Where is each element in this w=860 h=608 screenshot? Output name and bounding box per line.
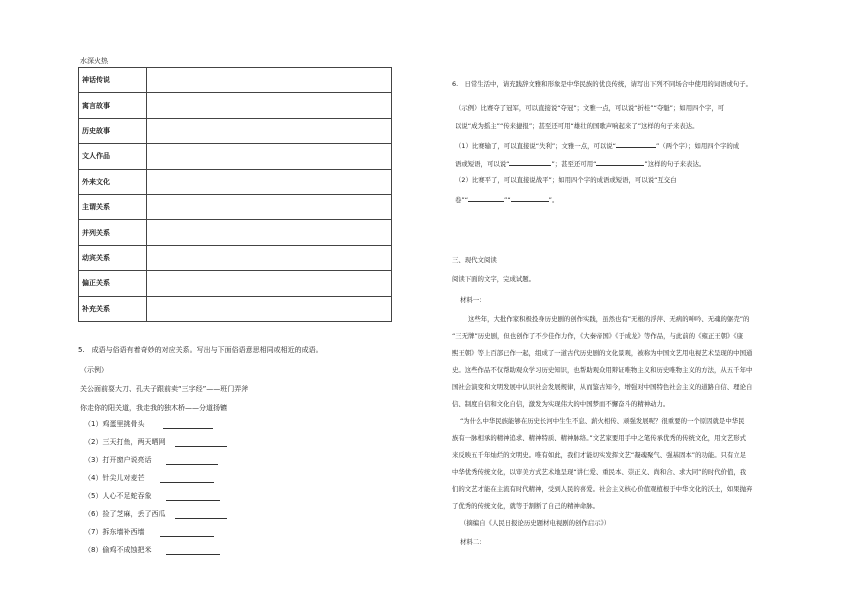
answer-blank[interactable]: [163, 421, 213, 429]
answer-blank[interactable]: [166, 493, 220, 501]
table-row: [79, 118, 392, 143]
table-row: [79, 144, 392, 169]
paragraph-line: 们的文艺才能在主流有时代精神，受到人民的喜爱。社会主义核心价值观植根于中华文化的沃土，如果抛弃: [452, 485, 753, 493]
section-heading: 三、现代文阅读: [452, 256, 497, 264]
q5-item: （3）打开窗户说亮话: [84, 456, 152, 464]
q6-sub1-line2: [455, 158, 705, 169]
row-label: 外来文化: [79, 169, 147, 194]
q6-example-line: （示例）比赛夺了冠军，可以直接说“夺冠”；文雅一点，可以说“折桂”“夺魁”；如用四个字，可: [455, 104, 725, 112]
paragraph-line: 这些年，大批作家积极投身历史剧的创作实践，虽然也有“无根的浮萍、无病的呻吟、无魂的躯壳”的: [468, 315, 750, 323]
row-label: 主谓关系: [79, 194, 147, 219]
section-instruction: 阅读下面的文字，完成试题。: [452, 275, 536, 283]
paragraph-line: 族有一脉相承的精神追求、精神特质、精神脉络。”文艺家要用手中之笔传承优秀的传统文化，用文艺形式: [452, 434, 747, 442]
q6-text: 卷”“: [455, 196, 469, 204]
q5-item: （4）针尖儿对麦芒: [84, 474, 145, 482]
answer-blank[interactable]: [509, 158, 551, 166]
q6-text: ”这样的句子来表达。: [644, 160, 706, 168]
row-label: 补充关系: [79, 296, 147, 321]
table-row: [79, 68, 392, 93]
answer-blank[interactable]: [596, 158, 644, 166]
answer-blank[interactable]: [175, 511, 227, 519]
answer-blank[interactable]: [511, 194, 549, 202]
table-row: [79, 296, 392, 321]
q6-prompt: 6. 日常生活中，请充践辞文雅和形象是中华民族的优良传统，请写出下列不同场合中使用的词语或句子。: [452, 80, 753, 88]
q5-example-line: 关公面前耍大刀、孔夫子跟前卖“三字经”——班门弄斧: [80, 385, 249, 393]
q6-text: ”“: [504, 196, 511, 204]
q5-item: （8）偷鸡不成蚀把米: [84, 546, 152, 554]
q5-example-label: （示例）: [80, 366, 108, 374]
q5-item: （1）鸡蛋里挑骨头: [84, 420, 145, 428]
row-label: 文人作品: [79, 144, 147, 169]
row-answer-cell[interactable]: [147, 118, 392, 143]
source-citation: （摘编自《人民日报论历史题材电视剧的创作启示》）: [460, 519, 611, 527]
q6-text: （1）比赛输了，可以直接说“失利”；文雅一点，可以说“: [455, 142, 616, 150]
material-label: 材料二：: [460, 538, 486, 546]
table-row: [79, 245, 392, 270]
row-label: 并列关系: [79, 220, 147, 245]
paragraph-line: 史。这些作品不仅帮助观众学习历史知识，也帮助观众用辩证唯物主义和历史唯物主义的方法，从五千年中: [452, 366, 753, 374]
table-row: [79, 194, 392, 219]
answer-blank[interactable]: [160, 529, 214, 537]
top-phrase: 水深火热: [80, 57, 108, 65]
material-label: 材料一：: [460, 296, 486, 304]
row-answer-cell[interactable]: [147, 169, 392, 194]
q6-text: ”；甚至还可用“: [551, 160, 597, 168]
answer-blank[interactable]: [166, 457, 218, 465]
q5-item: （2）三天打鱼，两天晒网: [84, 438, 166, 446]
row-answer-cell[interactable]: [147, 93, 392, 118]
row-label: 偏正关系: [79, 271, 147, 296]
q6-example-line: 以说“成为摇主”“传来捷报”；甚至还可用“雄壮的国歌声响起来了”这样的句子来表达。: [455, 122, 699, 130]
row-answer-cell[interactable]: [147, 245, 392, 270]
paragraph-line: 信、制度自信和文化自信，激发为实现伟大的中国梦而不懈奋斗的精神动力。: [452, 400, 670, 408]
q5-item: （5）人心不足蛇吞象: [84, 492, 152, 500]
q6-text: ”（两个字）；如用四个字的成: [655, 142, 740, 150]
paragraph-line: 了优秀的传统文化，就等于割断了自己的精神命脉。: [452, 502, 599, 510]
table-row: [79, 271, 392, 296]
paragraph-line: “为什么中华民族能够在历史长河中生生不息、薪火相传、顽强发展呢？很重要的一个原因就是中华民: [460, 417, 745, 425]
q6-sub1-line1: [455, 140, 739, 151]
answer-blank[interactable]: [160, 475, 214, 483]
paragraph-line: 来反映五千年灿烂的文明史。唯有如此，我们才能切实发挥文艺“凝魂聚气、强基固本”的功能。只有立足: [452, 451, 747, 459]
q5-item: （7）拆东墙补西墙: [84, 528, 145, 536]
row-label: 历史故事: [79, 118, 147, 143]
q5-prompt: 5. 成语与俗语有着奇妙的对应关系。写出与下面俗语意思相同或相近的成语。: [78, 346, 323, 354]
category-table: [78, 67, 392, 322]
row-label: 动宾关系: [79, 245, 147, 270]
table-row: [79, 169, 392, 194]
q6-sub2-line1: （2）比赛平了，可以直接说战平”；如用四个字的成语或短语，可以说“互交白: [455, 176, 677, 184]
row-answer-cell[interactable]: [147, 220, 392, 245]
row-answer-cell[interactable]: [147, 296, 392, 321]
paragraph-line: 国社会演变和文明发展中认识社会发展规律，从而鉴古知今，增强对中国特色社会主义的道路自信、理论自: [452, 383, 753, 391]
row-answer-cell[interactable]: [147, 144, 392, 169]
answer-blank[interactable]: [166, 547, 220, 555]
answer-blank[interactable]: [616, 140, 656, 148]
row-answer-cell[interactable]: [147, 271, 392, 296]
q6-text: 语或短语，可以说“: [455, 160, 510, 168]
paragraph-line: 中华优秀传统文化，以审美方式艺术地呈现“讲仁爱、重民本、崇正义、尚和合、求大同”的时代价值，我: [452, 468, 747, 476]
q5-example-line: 你走你的阳关道，我走我的独木桥——分道扬镳: [80, 404, 227, 412]
answer-blank[interactable]: [468, 194, 504, 202]
answer-blank[interactable]: [175, 439, 227, 447]
paragraph-line: “三无牌”历史剧，但也创作了不少佳作力作，《大秦帝国》《于成龙》等作品，与此前的《雍正王朝》《康: [452, 332, 743, 340]
table-row: [79, 93, 392, 118]
q6-text: ”。: [548, 196, 559, 204]
row-label: 神话传说: [79, 68, 147, 93]
q6-sub2-line2: [455, 194, 558, 205]
table-row: [79, 220, 392, 245]
paragraph-line: 熙王朝》等上百部已作一起，组成了一道古代历史剧的文化景观，被称为中国文艺用电视艺术呈现的中国通: [452, 349, 753, 357]
row-answer-cell[interactable]: [147, 68, 392, 93]
q5-item: （6）捡了芝麻，丢了西瓜: [84, 510, 166, 518]
row-answer-cell[interactable]: [147, 194, 392, 219]
row-label: 寓言故事: [79, 93, 147, 118]
